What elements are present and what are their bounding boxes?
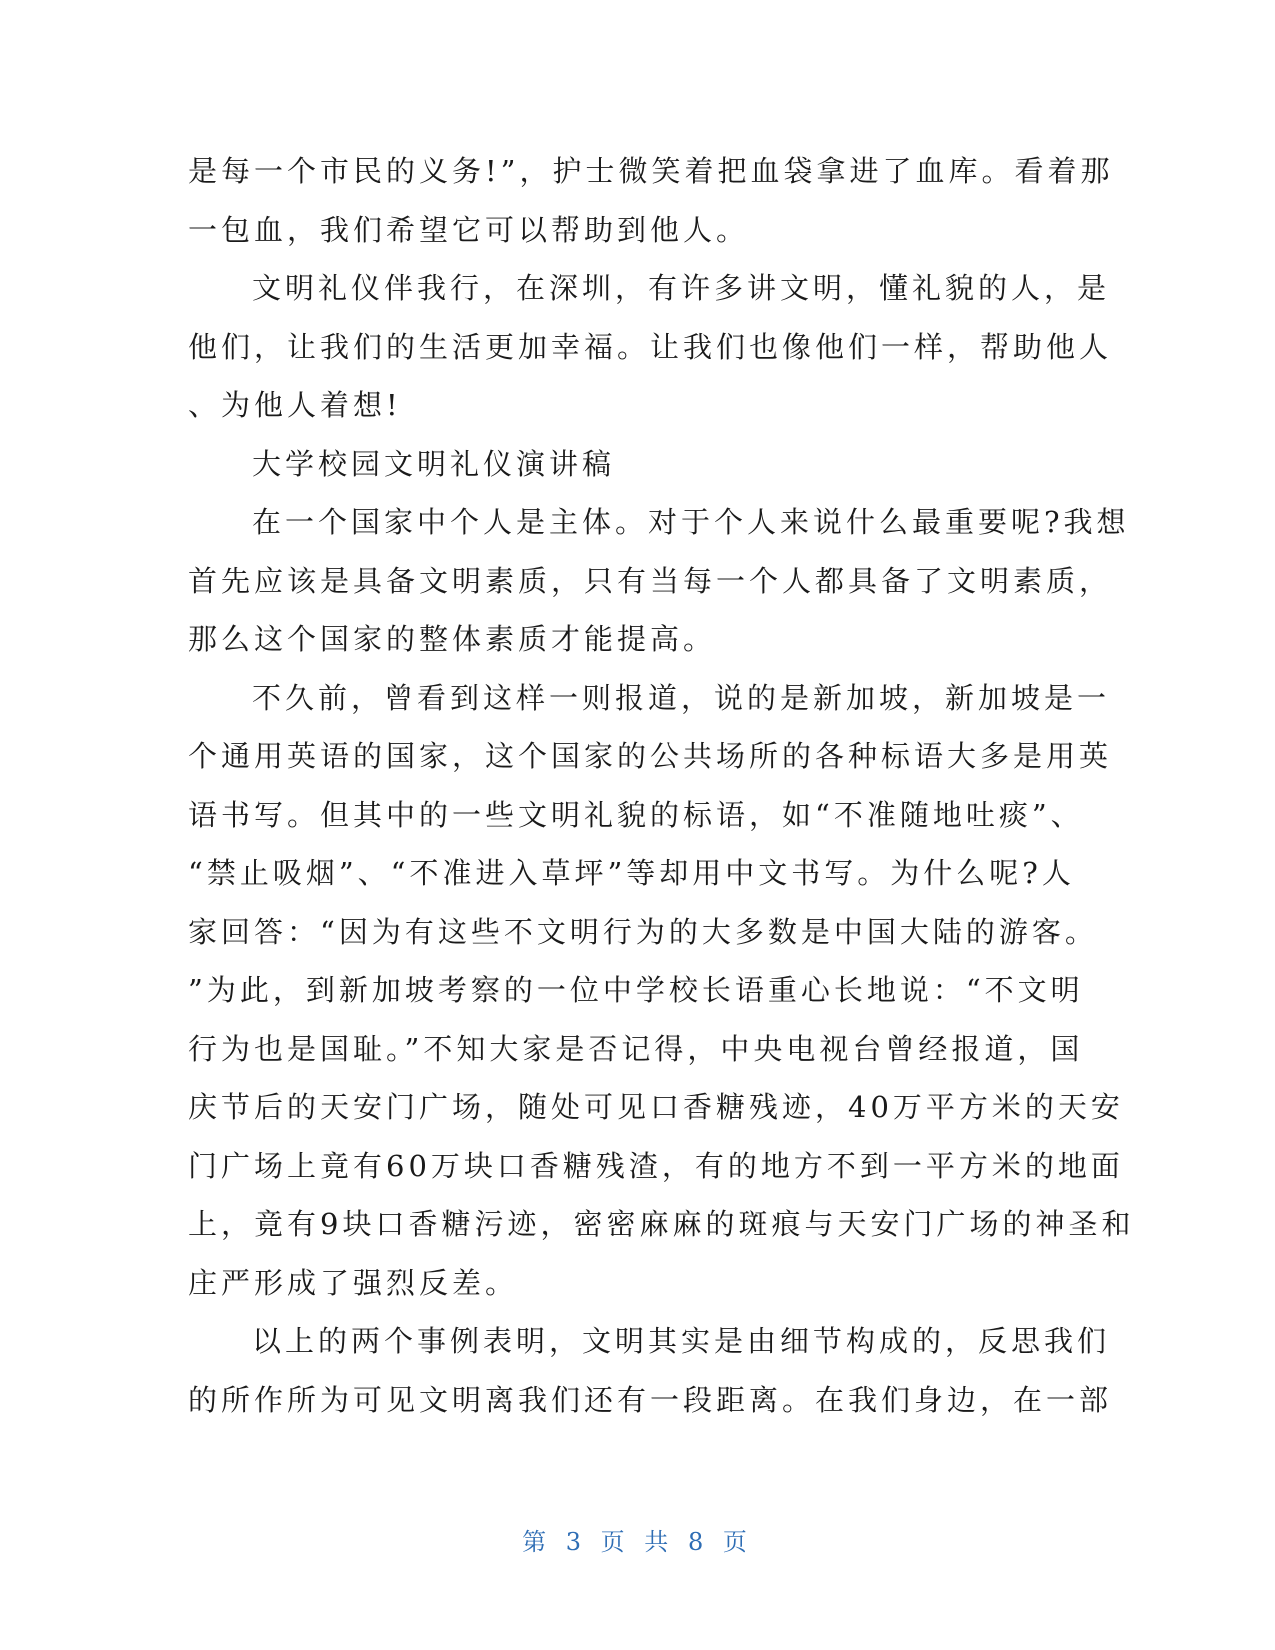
text-line: 行为也是国耻。”不知大家是否记得，中央电视台曾经报道，国	[188, 1031, 1084, 1066]
text-line: 大学校园文明礼仪演讲稿	[252, 446, 616, 481]
text-line: 在一个国家中个人是主体。对于个人来说什么最重要呢?我想	[252, 505, 1130, 539]
text-line: 以上的两个事例表明，文明其实是由细节构成的，反思我们	[252, 1324, 1111, 1358]
text-line: 是每一个市民的义务!”，护士微笑着把血袋拿进了血库。看着那	[188, 154, 1114, 188]
text-line: 不久前，曾看到这样一则报道，说的是新加坡，新加坡是一	[252, 680, 1111, 715]
text-line: 那么这个国家的整体素质才能提高。	[188, 622, 717, 656]
text-line: 庄严形成了强烈反差。	[188, 1265, 519, 1300]
text-line: 、为他人着想!	[188, 388, 402, 422]
text-line: 上，竟有9块口香糖污迹，密密麻麻的斑痕与天安门广场的神圣和	[188, 1207, 1135, 1241]
text-line: 门广场上竟有60万块口香糖残渣，有的地方不到一平方米的地面	[188, 1148, 1124, 1183]
text-line: ”为此，到新加坡考察的一位中学校长语重心长地说：“不文明	[188, 973, 1084, 1007]
text-line: 首先应该是具备文明素质，只有当每一个人都具备了文明素质，	[188, 563, 1113, 598]
text-line: 的所作所为可见文明离我们还有一段距离。在我们身边，在一部	[188, 1382, 1113, 1417]
text-line: “禁止吸烟”、“不准进入草坪”等却用中文书写。为什么呢?人	[188, 856, 1075, 890]
text-line: 一包血，我们希望它可以帮助到他人。	[188, 212, 750, 247]
text-line: 家回答：“因为有这些不文明行为的大多数是中国大陆的游客。	[188, 914, 1098, 949]
text-line: 庆节后的天安门广场，随处可见口香糖残迹，40万平方米的天安	[188, 1090, 1124, 1124]
text-line: 个通用英语的国家，这个国家的公共场所的各种标语大多是用英	[188, 739, 1113, 773]
text-line: 文明礼仪伴我行，在深圳，有许多讲文明，懂礼貌的人，是	[252, 271, 1111, 305]
document-body	[188, 142, 1135, 1429]
text-line: 他们，让我们的生活更加幸福。让我们也像他们一样，帮助他人	[188, 329, 1113, 364]
page-number-label: 第 3 页 共 8 页	[522, 1528, 753, 1556]
page-number-footer	[0, 1522, 1275, 1557]
text-line: 语书写。但其中的一些文明礼貌的标语，如“不准随地吐痰”、	[188, 797, 1084, 832]
